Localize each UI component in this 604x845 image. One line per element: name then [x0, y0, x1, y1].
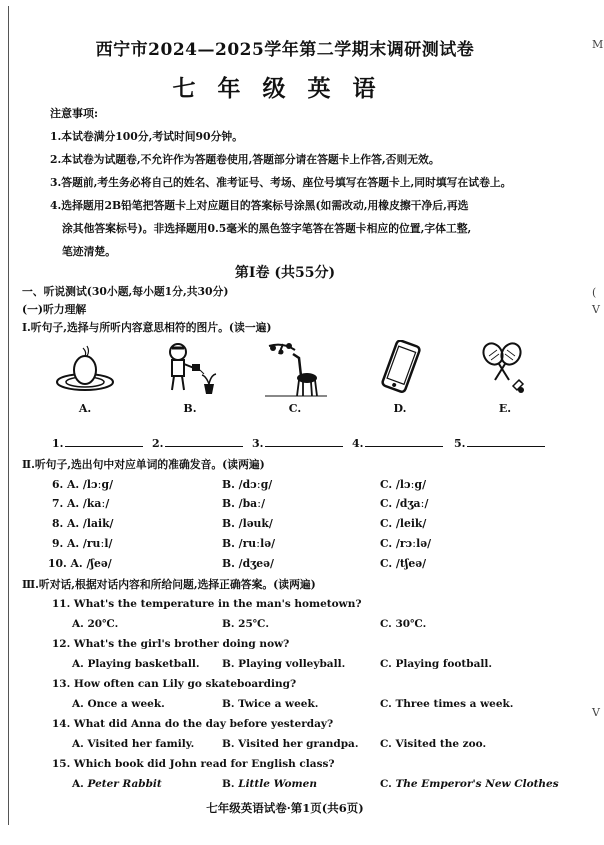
- answer-blank[interactable]: 3.: [252, 435, 343, 450]
- part-heading: 第Ⅰ卷 (共55分): [234, 265, 336, 281]
- picture-options: [40, 340, 560, 415]
- picture-e: [460, 340, 550, 415]
- notes-item: 3.答题前,考生务必将自己的姓名、准考证号、考场、座位号填写在答题卡上,同时填写在试卷上。: [50, 176, 512, 189]
- pronunciation-row: 6. A. /lɔːg/ B. /dɔːg/ C. /lɔːg/: [52, 478, 427, 491]
- picture-label: E.: [498, 402, 512, 415]
- notes-item: 4.选择题用2B铅笔把答题卡上对应题目的答案标号涂黑(如需改动,用橡皮擦干净后,再选: [50, 199, 469, 212]
- picture-b: [145, 340, 235, 415]
- badminton-rackets-icon: [473, 340, 537, 398]
- pronunciation-row: 8. A. /laik/ B. /ləuk/ C. /leik/: [52, 517, 427, 530]
- question-text: 13. How often can Lily go skateboarding?: [52, 678, 297, 690]
- pronunciation-row: 7. A. /kaː/ B. /baː/ C. /dʒaː/: [52, 497, 429, 510]
- notes-title: 注意事项:: [50, 107, 99, 120]
- notes-item: 2.本试卷为试题卷,不允许作为答题卷使用,答题部分请在答题卡上作答,否则无效。: [50, 153, 440, 166]
- notes-item: 笔迹清楚。: [62, 245, 116, 258]
- question-text: 15. Which book did John read for English class?: [52, 758, 335, 770]
- question-text: 11. What's the temperature in the man's hometown?: [52, 598, 362, 610]
- section-1-title: Ⅰ.听句子,选择与所听内容意思相符的图片。(读一遍): [22, 321, 272, 334]
- pronunciation-row: 10. A. /ʃeə/ B. /dʒeə/ C. /tʃeə/: [48, 557, 427, 570]
- question-text: 12. What's the girl's brother doing now?: [52, 638, 290, 650]
- giraffe-eating-leaves-icon: [263, 340, 327, 398]
- edge-mark: V: [592, 706, 600, 719]
- picture-c: [250, 340, 340, 415]
- edge-mark: M: [592, 38, 604, 51]
- exam-notes: [50, 102, 575, 263]
- picture-label: B.: [183, 402, 197, 415]
- egg-on-plate-icon: [53, 340, 117, 398]
- answer-blank[interactable]: 2.: [152, 435, 243, 450]
- edge-mark: (: [592, 286, 597, 299]
- notes-item: 涂其他答案标号)。非选择题用0.5毫米的黑色签字笔答在答题卡相应的位置,字体工整,: [62, 222, 472, 235]
- exam-title: 西宁市2024—2025学年第二学期末调研测试卷: [95, 40, 475, 60]
- notes-item: 1.本试卷满分100分,考试时间90分钟。: [50, 130, 243, 143]
- picture-d: [355, 340, 445, 415]
- boy-watering-plant-icon: [158, 340, 222, 398]
- question-options: A. 20℃. B. 25℃. C. 30℃.: [72, 618, 427, 630]
- section-3-title: Ⅲ.听对话,根据对话内容和所给问题,选择正确答案。(读两遍): [22, 578, 316, 591]
- smartphone-icon: [368, 340, 432, 398]
- answer-blank[interactable]: 1.: [52, 435, 143, 450]
- picture-label: C.: [288, 402, 302, 415]
- question-options: A. Once a week. B. Twice a week. C. Three times a week.: [72, 698, 514, 710]
- picture-a: [40, 340, 130, 415]
- question-text: 14. What did Anna do the day before yesterday?: [52, 718, 334, 730]
- question-options: A. Visited her family. B. Visited her grandpa. C. Visited the zoo.: [72, 738, 487, 750]
- pronunciation-row: 9. A. /ruːl/ B. /ruːlə/ C. /rɔːlə/: [52, 537, 432, 550]
- exam-subject: 七年级英语: [172, 75, 398, 102]
- answer-blank[interactable]: 4.: [352, 435, 443, 450]
- edge-mark: V: [592, 303, 600, 316]
- picture-label: D.: [393, 402, 407, 415]
- subsection-heading: (一)听力理解: [22, 303, 87, 316]
- section-heading: 一、听说测试(30小题,每小题1分,共30分): [22, 285, 229, 298]
- answer-blank[interactable]: 5.: [454, 435, 545, 450]
- page-footer: 七年级英语试卷·第1页(共6页): [206, 801, 364, 815]
- question-options: A. Peter Rabbit B. Little Women C. The Emperor's New Clothes: [72, 778, 559, 790]
- question-options: A. Playing basketball. B. Playing volleyball. C. Playing football.: [72, 658, 493, 670]
- picture-label: A.: [78, 402, 92, 415]
- section-2-title: Ⅱ.听句子,选出句中对应单词的准确发音。(读两遍): [22, 458, 265, 471]
